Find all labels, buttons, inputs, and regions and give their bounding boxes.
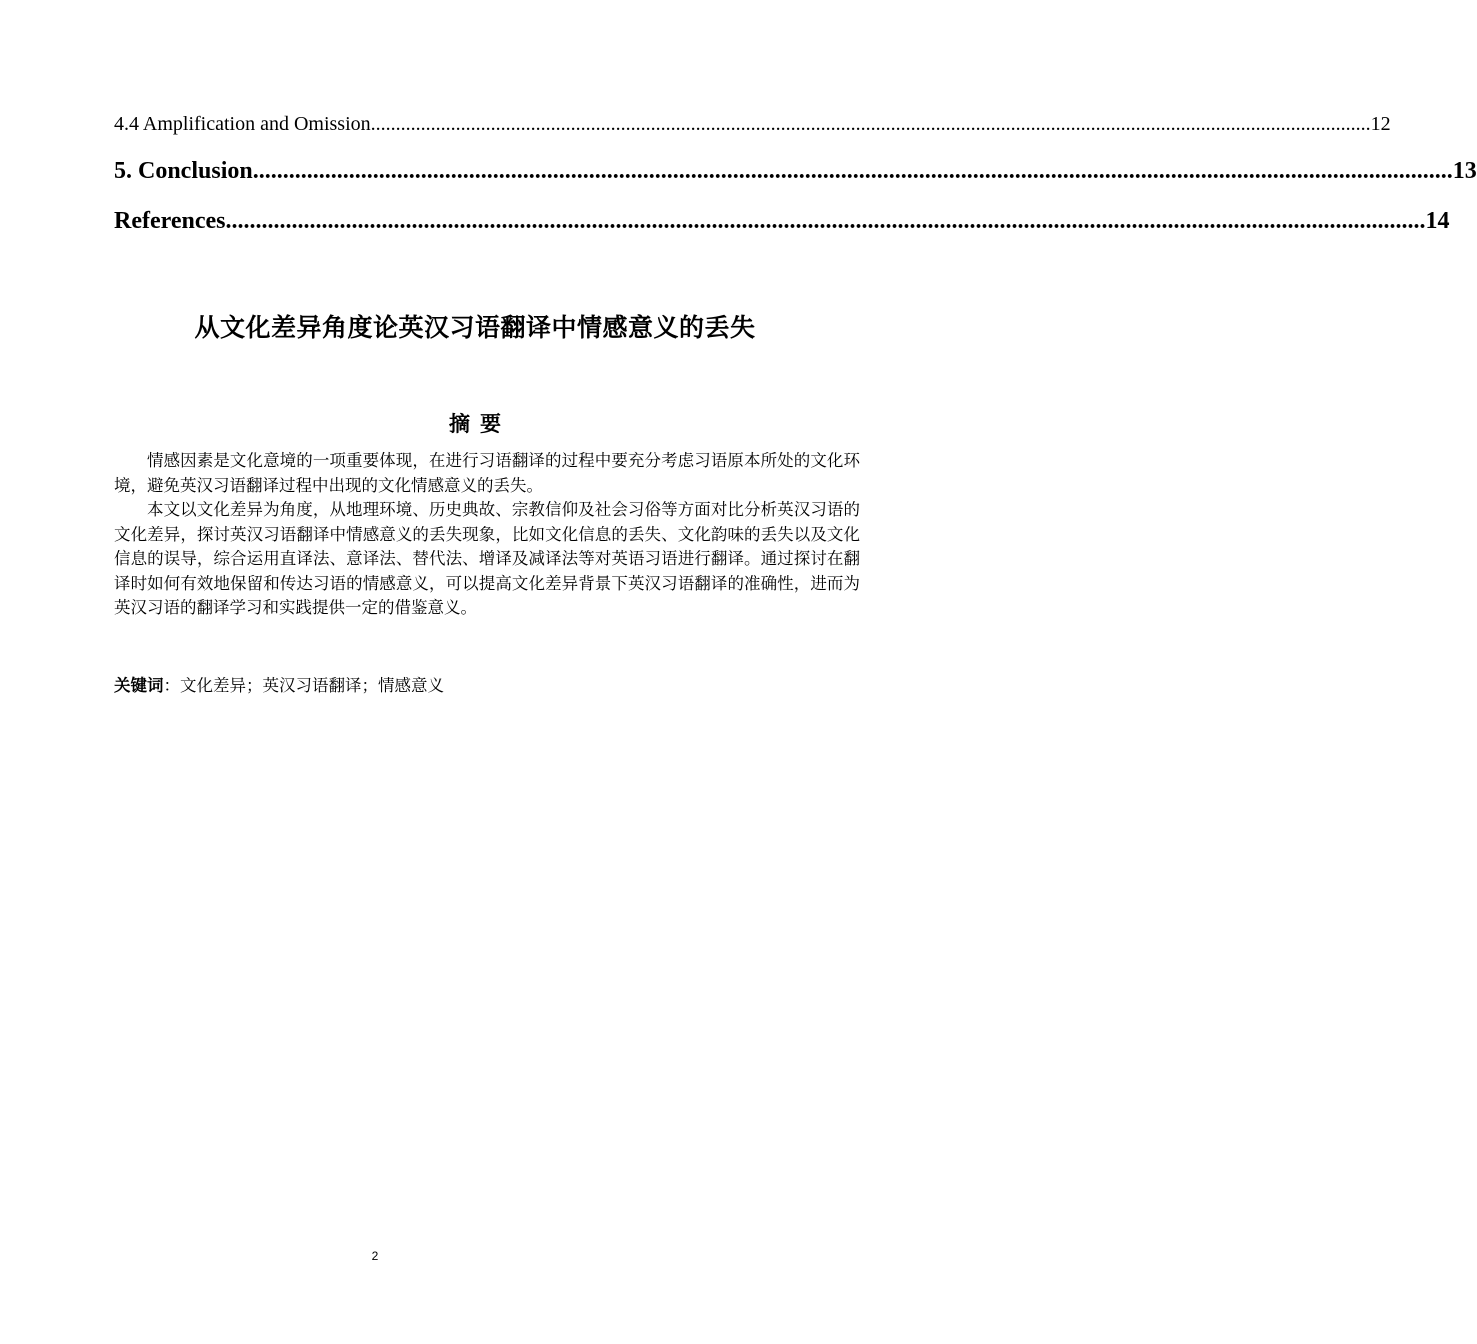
toc-dot-leader: ........................................................................................................................................................................................................ (370, 113, 1371, 135)
keywords-label: 关键词 (114, 676, 164, 695)
abstract-heading: 摘要 (449, 412, 511, 436)
toc-entry-label: 4.4 Amplification and Omission (114, 113, 371, 135)
keywords-values: 文化差异；英汉习语翻译；情感意义 (180, 676, 444, 695)
page-number: 2 (371, 1249, 379, 1263)
toc-entry-conclusion[interactable] (114, 158, 1477, 190)
toc-entry-amplification-omission[interactable] (114, 113, 1391, 139)
toc-entry-page: 14 (1425, 208, 1450, 234)
keywords-separator: ： (163, 676, 180, 695)
toc-entry-page: 13 (1452, 158, 1477, 184)
toc-entry-page: 12 (1370, 113, 1391, 135)
abstract-paragraph: 情感因素是文化意境的一项重要体现，在进行习语翻译的过程中要充分考虑习语原本所处的文化环境，避免英汉习语翻译过程中出现的文化情感意义的丢失。 (114, 451, 860, 495)
toc-dot-leader: ........................................................................................................................................................................................................ (225, 208, 1426, 234)
abstract-body (114, 449, 860, 621)
keywords-line (114, 674, 860, 698)
toc-entry-label: References (114, 208, 226, 234)
toc-entry-label: 5. Conclusion (114, 158, 253, 184)
toc-dot-leader: ........................................................................................................................................................................................................ (252, 158, 1453, 184)
abstract-paragraph: 本文以文化差异为角度，从地理环境、历史典故、宗教信仰及社会习俗等方面对比分析英汉习语的文化差异，探讨英汉习语翻译中情感意义的丢失现象，比如文化信息的丢失、文化韵味的丢失以及文化信息的误导，综合运用直译法、意译法、替代法、增译及减译法等对英语习语进行翻译。通过探讨在翻译时如何有效地保留和传达习语的情感意义，可以提高文化差异背景下英汉习语翻译的准确性，进而为英汉习语的翻译学习和实践提供一定的借鉴意义。 (114, 500, 860, 617)
toc-entry-references[interactable] (114, 208, 1450, 240)
document-title: 从文化差异角度论英汉习语翻译中情感意义的丢失 (194, 313, 756, 342)
